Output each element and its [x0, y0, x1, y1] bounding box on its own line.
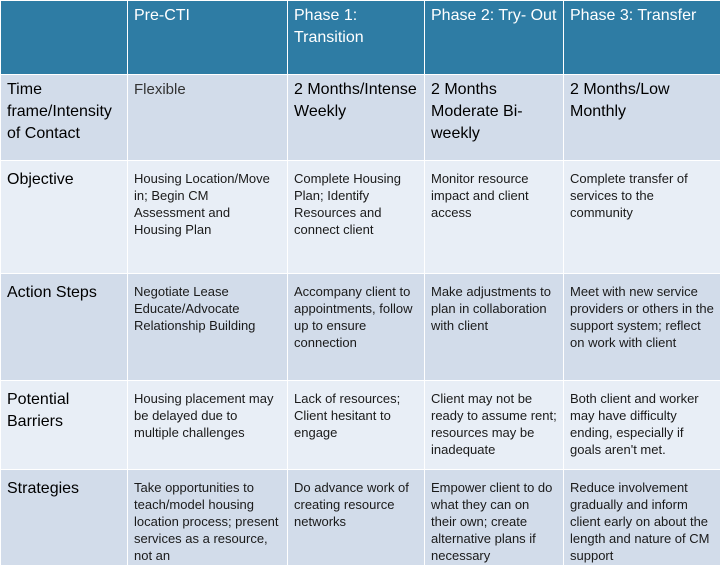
strategies-phase-2: Empower client to do what they can on their own; create alternative plans if necessary — [425, 470, 564, 566]
barriers-phase-2: Client may not be ready to assume rent; resources may be inadequate — [425, 381, 564, 470]
header-phase-3: Phase 3: Transfer — [564, 1, 720, 75]
objective-phase-3: Complete transfer of services to the community — [564, 161, 720, 274]
barriers-phase-1: Lack of resources; Client hesitant to engage — [288, 381, 425, 470]
header-phase-2: Phase 2: Try- Out — [425, 1, 564, 75]
row-label-time-frame: Time frame/Intensity of Contact — [1, 75, 128, 161]
action-phase-3: Meet with new service providers or others in the support system; reflect on work with client — [564, 274, 720, 381]
objective-pre-cti: Housing Location/Move in; Begin CM Assessment and Housing Plan — [128, 161, 288, 274]
action-phase-1: Accompany client to appointments, follow up to ensure connection — [288, 274, 425, 381]
time-pre-cti: Flexible — [128, 75, 288, 161]
action-phase-2: Make adjustments to plan in collaboration with client — [425, 274, 564, 381]
row-label-objective: Objective — [1, 161, 128, 274]
header-row — [1, 1, 720, 75]
row-action-steps — [1, 274, 720, 381]
action-pre-cti: Negotiate Lease Educate/Advocate Relationship Building — [128, 274, 288, 381]
time-phase-2: 2 Months Moderate Bi-weekly — [425, 75, 564, 161]
row-objective — [1, 161, 720, 274]
barriers-pre-cti: Housing placement may be delayed due to multiple challenges — [128, 381, 288, 470]
row-label-strategies: Strategies — [1, 470, 128, 566]
header-pre-cti: Pre-CTI — [128, 1, 288, 75]
strategies-phase-1: Do advance work of creating resource networks — [288, 470, 425, 566]
strategies-phase-3: Reduce involvement gradually and inform client early on about the length and nature of CM support — [564, 470, 720, 566]
row-potential-barriers — [1, 381, 720, 470]
header-phase-1: Phase 1: Transition — [288, 1, 425, 75]
time-phase-1: 2 Months/Intense Weekly — [288, 75, 425, 161]
barriers-phase-3: Both client and worker may have difficulty ending, especially if goals aren't met. — [564, 381, 720, 470]
time-phase-3: 2 Months/Low Monthly — [564, 75, 720, 161]
objective-phase-1: Complete Housing Plan; Identify Resources and connect client — [288, 161, 425, 274]
row-label-action-steps: Action Steps — [1, 274, 128, 381]
header-corner-cell — [1, 1, 128, 75]
row-strategies — [1, 470, 720, 566]
strategies-pre-cti: Take opportunities to teach/model housing location process; present services as a resource, not an — [128, 470, 288, 566]
row-time-frame — [1, 75, 720, 161]
row-label-potential-barriers: Potential Barriers — [1, 381, 128, 470]
objective-phase-2: Monitor resource impact and client access — [425, 161, 564, 274]
